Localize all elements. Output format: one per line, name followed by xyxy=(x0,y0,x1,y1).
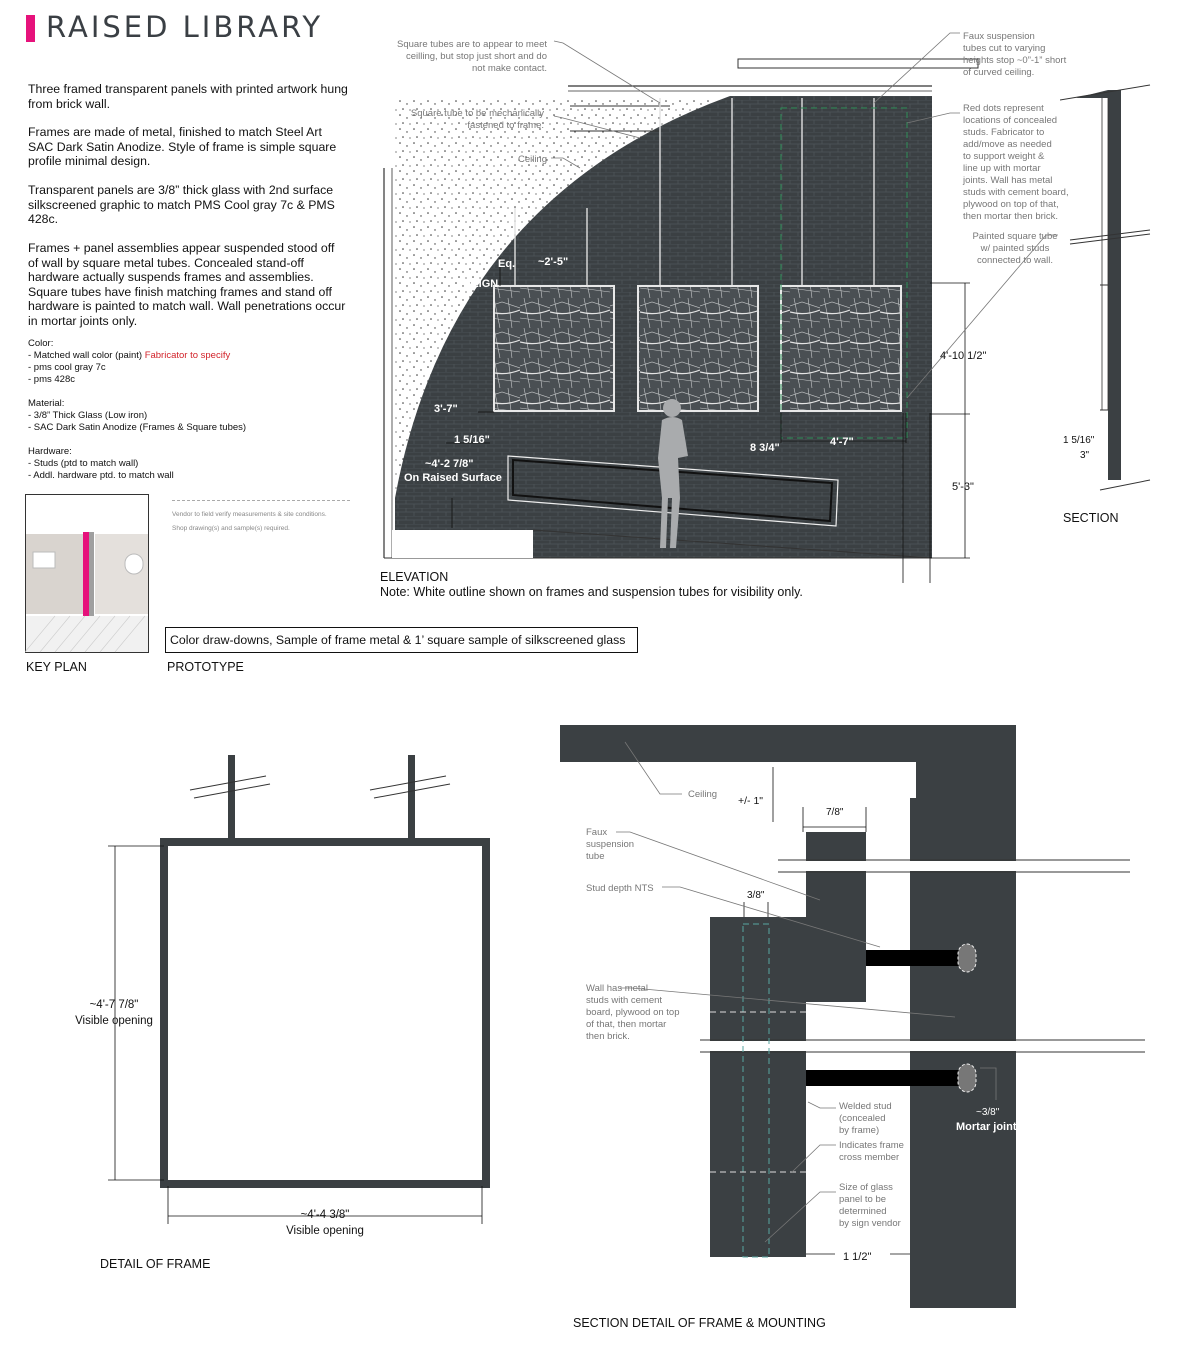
prototype-box: Color draw-downs, Sample of frame metal & 1’ square sample of silkscreened glass xyxy=(165,627,638,653)
callout-painted-1: Painted square tube xyxy=(972,231,1058,242)
detail-glass-3: determined xyxy=(839,1206,887,1217)
elevation-label: ELEVATION xyxy=(380,570,449,584)
detail-indicates-2: cross member xyxy=(839,1152,900,1163)
callout-red-dots-2: locations of concealed xyxy=(963,115,1058,126)
dim-3-7: 3'-7" xyxy=(434,403,458,415)
dim-eq: Eq. xyxy=(498,258,516,270)
detail-of-frame-drawing xyxy=(70,750,510,1240)
vendor-note-line-1: Vendor to field verify measurements & site conditions. xyxy=(172,511,327,518)
dim-2-5: ~2'-5" xyxy=(538,256,569,268)
dim-raised-1: ~4'-2 7/8" xyxy=(425,458,474,470)
detail-of-frame-label: DETAIL OF FRAME xyxy=(100,1257,211,1271)
hardware-item-1: - Studs (ptd to match wall) xyxy=(28,458,139,469)
callout-square-tubes-3: not make contact. xyxy=(472,63,547,74)
callout-red-dots-9: plywood on top of that, xyxy=(963,199,1059,210)
color-item-1 xyxy=(28,350,348,362)
dim-1-5-16: 1 5/16" xyxy=(454,434,490,446)
dim-raised-2: On Raised Surface xyxy=(404,472,502,484)
page-title: RAISED LIBRARY xyxy=(46,10,324,44)
detail-mortar-label: Mortar joint xyxy=(956,1121,1017,1133)
description-paragraph-4: Frames + panel assemblies appear suspended stood off of wall by square metal tubes. Concealed stand-off hardware actually suspends frames and assemblies. Square tubes have finish matching frames and stand off hardware is painted to match wall. Wall penetrations occur in mortar joints only. xyxy=(28,241,346,328)
callout-faux-4: of curved ceiling. xyxy=(963,67,1035,78)
dim-4-7: 4'-7" xyxy=(830,436,854,448)
callout-painted-3: connected to wall. xyxy=(976,255,1054,266)
detail-wall-5: then brick. xyxy=(586,1031,630,1042)
detail-ceiling: Ceiling xyxy=(688,789,718,800)
detail-wall-3: board, plywood on top xyxy=(586,1007,680,1018)
detail-dim-1: +/- 1" xyxy=(738,795,764,807)
dim-4-10: 4'-10 1/2" xyxy=(940,350,987,362)
fabricator-note: Fabricator to specify xyxy=(144,350,231,361)
detail-dim-1-1-2: 1 1/2" xyxy=(843,1251,872,1263)
section-drawing xyxy=(1060,80,1155,500)
section-detail-drawing xyxy=(560,722,1150,1317)
detail-glass-4: by sign vendor xyxy=(839,1218,901,1229)
dim-align: ALIGN xyxy=(464,278,499,290)
callout-faux-2: tubes cut to varying xyxy=(963,43,1046,54)
callout-square-tubes-2: ceilling, but stop just short and do xyxy=(405,51,547,62)
detail-wall-1: Wall has metal xyxy=(586,983,648,994)
callout-red-dots-4: add/move as needed xyxy=(963,139,1052,150)
detail-stud-depth: Stud depth NTS xyxy=(586,883,654,894)
detail-wall-2: studs with cement xyxy=(586,995,663,1006)
callout-red-dots-7: joints. Wall has metal xyxy=(963,175,1053,186)
callout-red-dots-5: to support weight & xyxy=(963,151,1045,162)
section-dim-3: 3" xyxy=(1080,450,1090,461)
section-detail-label: SECTION DETAIL OF FRAME & MOUNTING xyxy=(573,1316,826,1330)
callout-painted-2: w/ painted studs xyxy=(980,243,1050,254)
detail-wall-4: of that, then mortar xyxy=(586,1019,667,1030)
vendor-note xyxy=(172,500,350,536)
callout-red-dots-3: studs. Fabricator to xyxy=(963,127,1045,138)
material-item-1: - 3/8” Thick Glass (Low iron) xyxy=(28,410,148,421)
elevation-note: Note: White outline shown on frames and suspension tubes for visibility only. xyxy=(380,585,803,599)
frame-width-caption: Visible opening xyxy=(286,1225,364,1237)
detail-faux-1: Faux xyxy=(586,827,608,838)
key-plan-drawing xyxy=(25,494,150,654)
callout-fastened-1: Square tube to be mechanically xyxy=(410,108,544,119)
color-item-3: - pms 428c xyxy=(28,374,75,385)
material-heading: Material: xyxy=(28,398,65,409)
callout-red-dots-6: line up with mortar xyxy=(963,163,1041,174)
detail-dim-7-8: 7/8" xyxy=(826,807,844,818)
detail-glass-2: panel to be xyxy=(839,1194,887,1205)
specs-block xyxy=(28,338,348,482)
detail-faux-3: tube xyxy=(586,851,605,862)
description-paragraph-3: Transparent panels are 3/8” thick glass with 2nd surface silkscreened graphic to match PMS Cool gray 7c & PMS 428c. xyxy=(28,183,335,226)
key-plan-label: KEY PLAN xyxy=(26,660,87,674)
dim-5-3: 5'-3" xyxy=(952,481,974,493)
section-dim-1-5-16: 1 5/16" xyxy=(1063,435,1095,446)
callout-square-tubes-1: Square tubes are to appear to meet xyxy=(397,39,547,50)
detail-dim-3-8: 3/8" xyxy=(747,890,765,901)
callout-faux-1: Faux suspension xyxy=(963,31,1035,42)
frame-height-dim: ~4'-7 7/8" xyxy=(89,999,139,1011)
detail-indicates-1: Indicates frame xyxy=(839,1140,904,1151)
detail-faux-2: suspension xyxy=(586,839,635,850)
detail-welded-2: (concealed xyxy=(839,1113,886,1124)
detail-mortar-dim: ~3/8" xyxy=(976,1107,1000,1118)
callout-fastened-2: fastened to frame. xyxy=(467,120,544,131)
hardware-heading: Hardware: xyxy=(28,446,72,457)
dim-8-3-4: 8 3/4" xyxy=(750,442,780,454)
color-item-2: - pms cool gray 7c xyxy=(28,362,106,373)
elevation-drawing xyxy=(370,28,1100,583)
color-item-1-text: - Matched wall color (paint) xyxy=(28,350,145,361)
frame-height-caption: Visible opening xyxy=(75,1015,153,1027)
callout-ceiling: Ceiling xyxy=(517,154,547,165)
vendor-note-line-2: Shop drawing(s) and sample(s) required. xyxy=(172,525,290,532)
description-paragraph-1: Three framed transparent panels with printed artwork hung from brick wall. xyxy=(28,82,348,111)
callout-red-dots-8: studs with cement board, xyxy=(963,187,1069,198)
material-item-2: - SAC Dark Satin Anodize (Frames & Square tubes) xyxy=(28,422,247,433)
color-heading: Color: xyxy=(28,338,54,349)
description-paragraph-2: Frames are made of metal, finished to match Steel Art SAC Dark Satin Anodize. Style of frame is simple square profile minimal design. xyxy=(28,125,337,168)
hardware-item-2: - Addl. hardware ptd. to match wall xyxy=(28,470,174,481)
detail-glass-1: Size of glass xyxy=(839,1182,893,1193)
callout-red-dots-10: then mortar then brick. xyxy=(963,211,1059,222)
callout-red-dots-1: Red dots represent xyxy=(963,103,1044,114)
detail-welded-1: Welded stud xyxy=(839,1101,892,1112)
prototype-label: PROTOTYPE xyxy=(167,660,244,674)
frame-width-dim: ~4'-4 3/8" xyxy=(300,1209,350,1221)
title-accent-bar xyxy=(26,15,35,42)
callout-faux-3: heights stop ~0”-1” short xyxy=(963,55,1067,66)
section-label: SECTION xyxy=(1063,511,1119,525)
detail-welded-3: by frame) xyxy=(839,1125,880,1136)
